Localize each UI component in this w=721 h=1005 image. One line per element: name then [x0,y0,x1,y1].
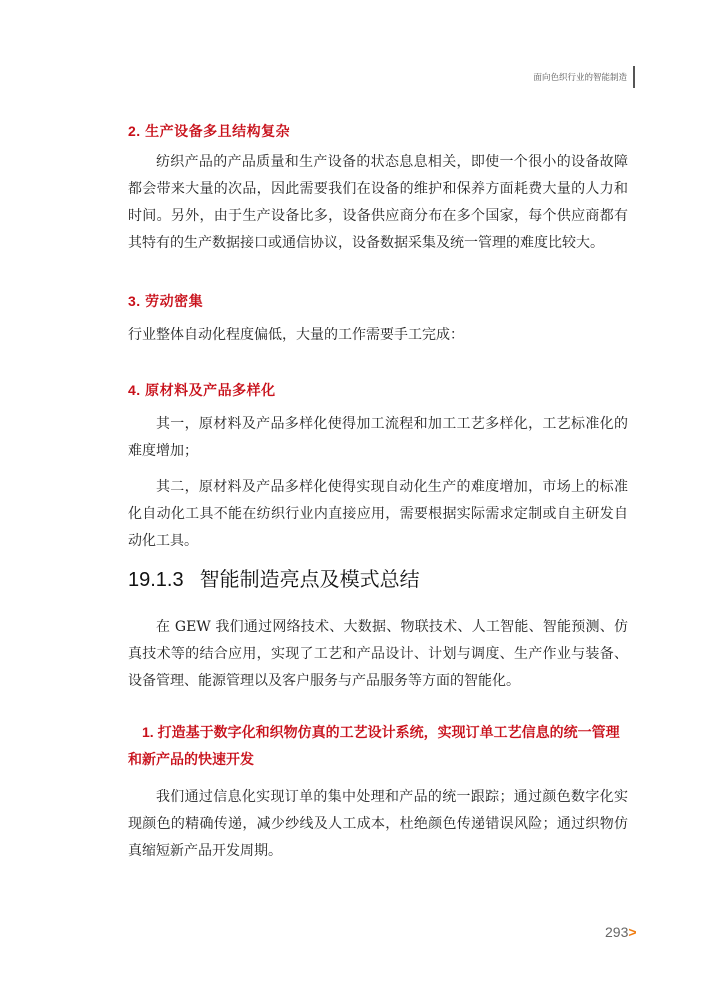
subsection-paragraph: 我们通过信息化实现订单的集中处理和产品的统一跟踪；通过颜色数字化实现颜色的精确传递，减少纱线及人工成本，杜绝颜色传递错误风险；通过织物仿真缩短新产品开发周期。 [128,789,628,859]
header-divider [633,66,635,88]
running-title: 面向色织行业的智能制造 [533,73,627,83]
heading-material-diversity: 4. 原材料及产品多样化 [128,382,276,398]
heading-labor-intensive: 3. 劳动密集 [128,293,204,309]
page-number-value: 293 [605,924,629,940]
paragraph-material-1: 其一，原材料及产品多样化使得加工流程和加工工艺多样化，工艺标准化的难度增加； [128,416,628,459]
paragraph-material-2: 其二，原材料及产品多样化使得实现自动化生产的难度增加，市场上的标准化自动化工具不能在纺织行业内直接应用，需要根据实际需求定制或自主研发自动化工具。 [128,479,628,549]
heading-equipment-complexity: 2. 生产设备多且结构复杂 [128,123,291,139]
intro-paragraph: 在 GEW 我们通过网络技术、大数据、物联技术、人工智能、智能预测、仿真技术等的结合应用，实现了工艺和产品设计、计划与调度、生产作业与装备、设备管理、能源管理以及客户服务与产品服务等方面的智能化。 [128,619,628,689]
paragraph-equipment: 纺织产品的产品质量和生产设备的状态息息相关，即使一个很小的设备故障都会带来大量的次品，因此需要我们在设备的维护和保养方面耗费大量的人力和时间。另外，由于生产设备比多，设备供应商分布在多个国家，每个供应商都有其特有的生产数据接口或通信协议，设备数据采集及统一管理的难度比较大。 [128,154,628,251]
running-header [533,66,635,88]
next-arrow-icon: > [628,924,637,940]
subsection-heading: 1. 打造基于数字化和织物仿真的工艺设计系统，实现订单工艺信息的统一管理和新产品的快速开发 [128,724,620,767]
page-number [605,924,637,940]
section-title [128,563,420,592]
section-title-text: 智能制造亮点及模式总结 [199,569,420,591]
section-number: 19.1.3 [128,569,184,591]
paragraph-labor: 行业整体自动化程度偏低，大量的工作需要手工完成： [128,327,464,343]
